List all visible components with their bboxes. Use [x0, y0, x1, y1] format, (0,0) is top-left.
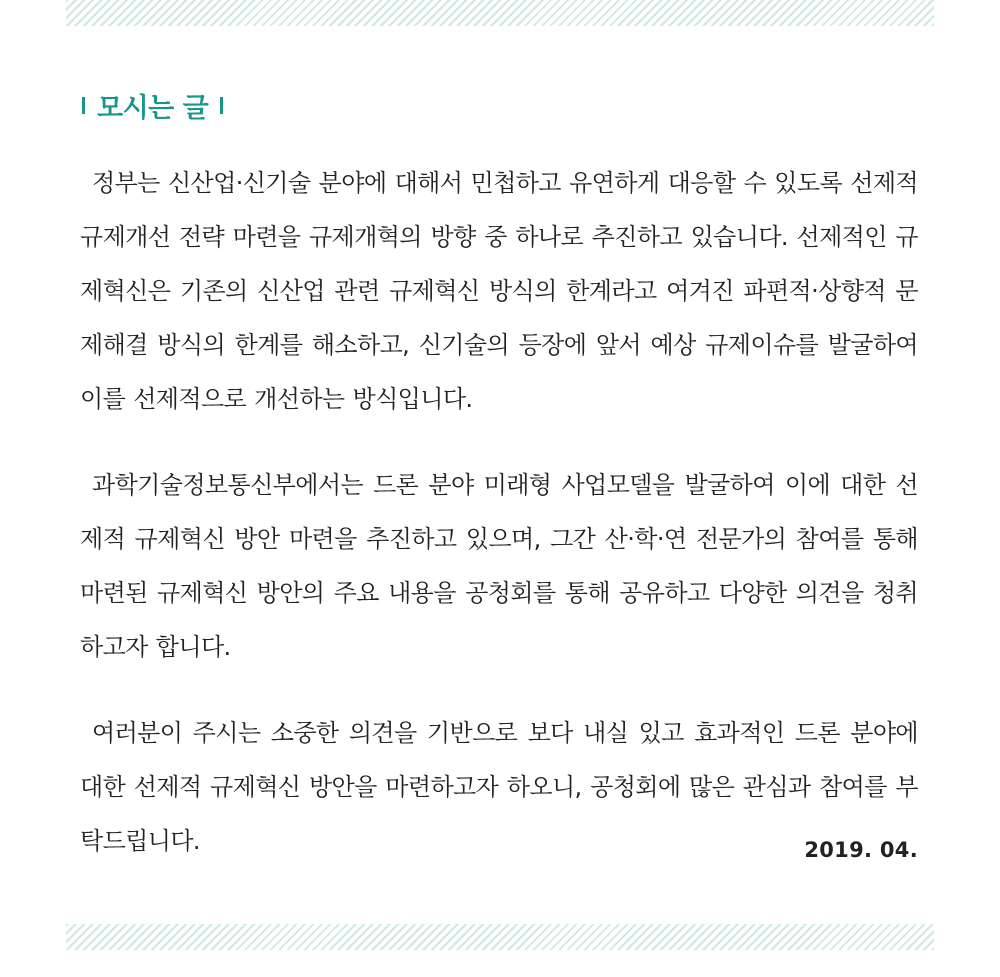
paragraph-3: 여러분이 주시는 소중한 의견을 기반으로 보다 내실 있고 효과적인 드론 분야에 대한 선제적 규제혁신 방안을 마련하고자 하오니, 공청회에 많은 관심과 참여를 부탁드립니다.: [80, 719, 918, 855]
letter-date: 2019. 04.: [804, 838, 918, 862]
heading-left-bar: [82, 97, 85, 114]
heading-right-bar: [220, 97, 223, 114]
bottom-decorative-stripe: [66, 924, 934, 950]
section-heading: [82, 85, 223, 125]
paragraph-2: 과학기술정보통신부에서는 드론 분야 미래형 사업모델을 발굴하여 이에 대한 선제적 규제혁신 방안 마련을 추진하고 있으며, 그간 산·학·연 전문가의 참여를 통해 마련된 규제혁신 방안의 주요 내용을 공청회를 통해 공유하고 다양한 의견을 청취하고자 합니다.: [80, 471, 918, 661]
heading-title: 모시는 글: [97, 92, 209, 124]
top-decorative-stripe: [66, 0, 934, 26]
paragraph-1: 정부는 신산업·신기술 분야에 대해서 민첩하고 유연하게 대응할 수 있도록 선제적 규제개선 전략 마련을 규제개혁의 방향 중 하나로 추진하고 있습니다. 선제적인 규제혁신은 기존의 신산업 관련 규제혁신 방식의 한계라고 여겨진 파편적·상향적 문제해결 방식의 한계를 해소하고, 신기술의 등장에 앞서 예상 규제이슈를 발굴하여 이를 선제적으로 개선하는 방식입니다.: [80, 169, 918, 413]
letter-body: [80, 156, 918, 868]
